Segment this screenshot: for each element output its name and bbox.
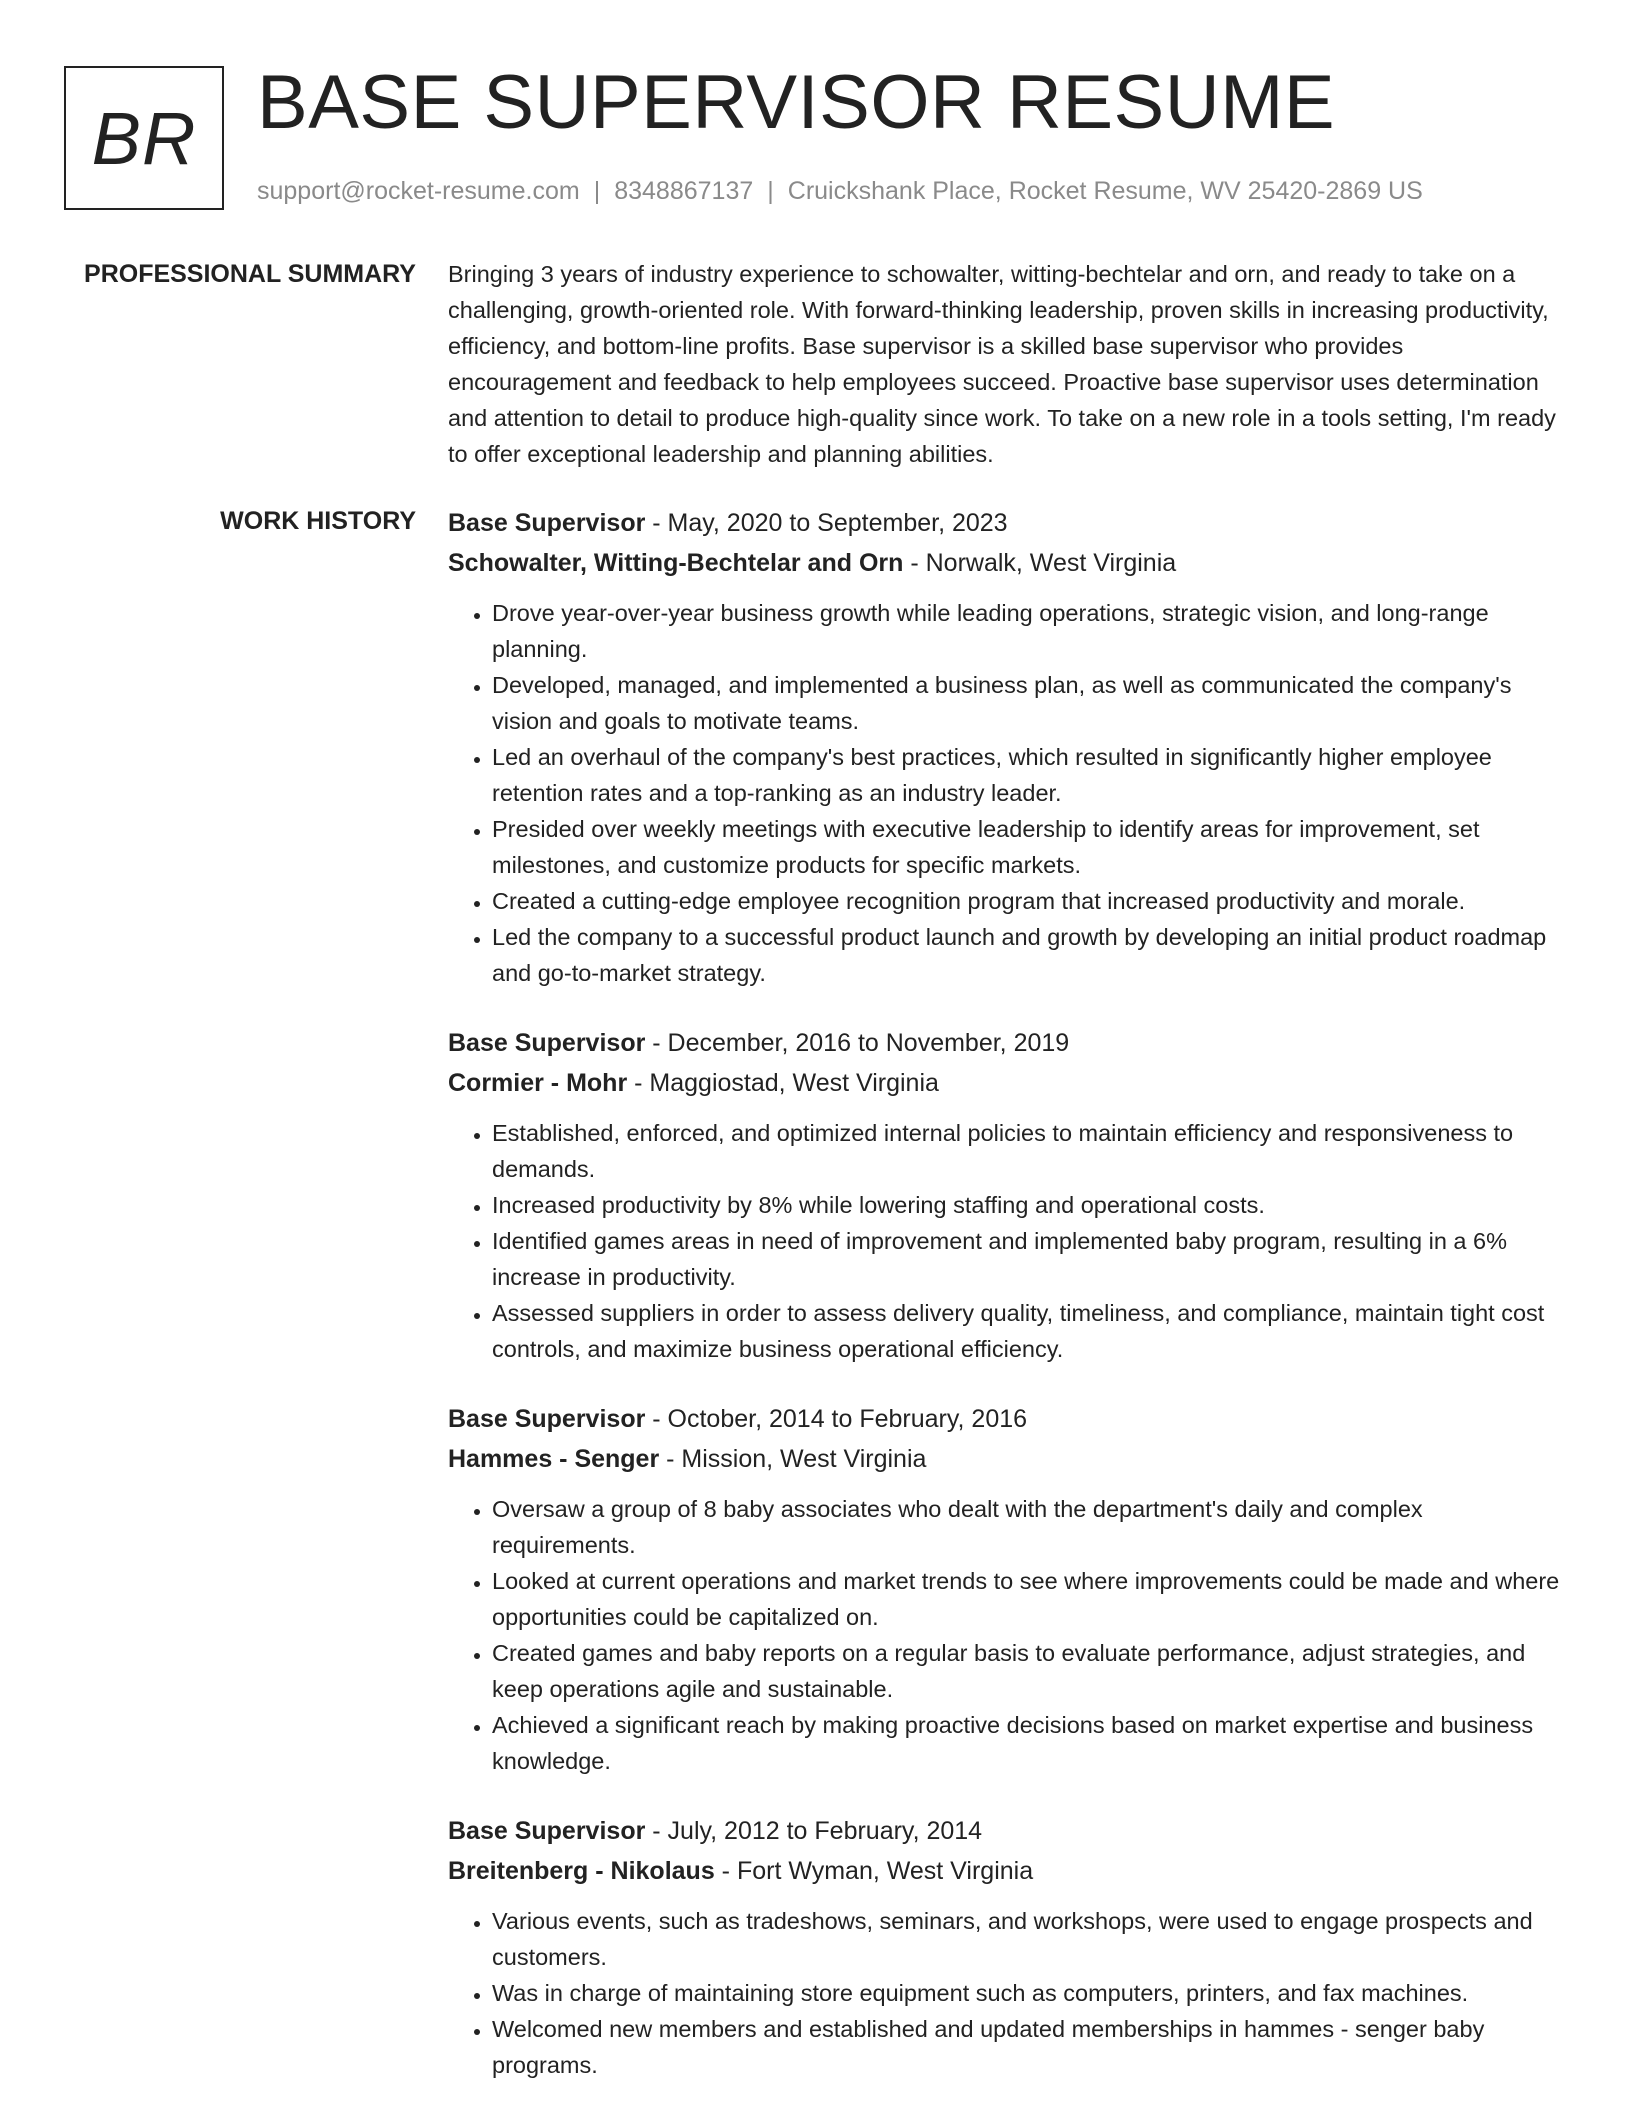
- job-dates: - May, 2020 to September, 2023: [645, 509, 1008, 537]
- job-title-line: [448, 1811, 1568, 1851]
- job-company: Schowalter, Witting-Bechtelar and Orn: [448, 549, 904, 577]
- job-bullets: [448, 1491, 1568, 1779]
- job-location: - Maggiostad, West Virginia: [627, 1069, 939, 1097]
- job-bullet: • Increased productivity by 8% while lowering staffing and operational costs.: [492, 1187, 1568, 1223]
- job-bullet: • Oversaw a group of 8 baby associates who dealt with the department's daily and complex requirements.: [492, 1491, 1568, 1563]
- job-bullet: • Created games and baby reports on a regular basis to evaluate performance, adjust strategies, and keep operations agile and sustainable.: [492, 1635, 1568, 1707]
- job-bullet: • Welcomed new members and established and updated memberships in hammes - senger baby programs.: [492, 2011, 1568, 2083]
- job-bullet: • Drove year-over-year business growth while leading operations, strategic vision, and long-range planning.: [492, 595, 1568, 667]
- job-title: Base Supervisor: [448, 509, 646, 537]
- job-list: [448, 503, 1568, 2112]
- job-title: Base Supervisor: [448, 1405, 646, 1433]
- summary-heading: PROFESSIONAL SUMMARY: [84, 260, 416, 288]
- job-company: Hammes - Senger: [448, 1445, 660, 1473]
- contact-separator: |: [767, 177, 774, 205]
- job-title: Base Supervisor: [448, 1029, 646, 1057]
- monogram-box: [64, 66, 224, 210]
- contact-separator: |: [593, 177, 601, 205]
- contact-phone: 8348867137: [614, 177, 754, 205]
- job-entry: [448, 1023, 1568, 1367]
- job-location: - Fort Wyman, West Virginia: [714, 1857, 1034, 1885]
- job-bullet: • Created a cutting-edge employee recognition program that increased productivity and morale.: [492, 883, 1568, 919]
- job-bullet: • Led an overhaul of the company's best practices, which resulted in significantly higher employee retention rates and a top-ranking as an industry leader.: [492, 739, 1568, 811]
- job-bullet: • Presided over weekly meetings with executive leadership to identify areas for improvement, set milestones, and customize products for specific markets.: [492, 811, 1568, 883]
- job-dates: - October, 2014 to February, 2016: [645, 1405, 1028, 1433]
- job-bullet: • Achieved a significant reach by making proactive decisions based on market expertise and business knowledge.: [492, 1707, 1568, 1779]
- job-bullet: • Led the company to a successful product launch and growth by developing an initial product roadmap and go-to-market strategy.: [492, 919, 1568, 991]
- job-company: Cormier - Mohr: [448, 1069, 628, 1097]
- contact-line: [257, 176, 1423, 206]
- job-bullets: [448, 1115, 1568, 1367]
- job-entry: [448, 1399, 1568, 1779]
- job-title-line: [448, 1399, 1568, 1439]
- job-title-line: [448, 1023, 1568, 1063]
- contact-email: support@rocket-resume.com: [257, 177, 580, 205]
- job-bullet: • Was in charge of maintaining store equipment such as computers, printers, and fax machines.: [492, 1975, 1568, 2011]
- job-bullet: • Assessed suppliers in order to assess delivery quality, timeliness, and compliance, maintain tight cost controls, and maximize business operational efficiency.: [492, 1295, 1568, 1367]
- job-bullet: • Looked at current operations and market trends to see where improvements could be made and where opportunities could be capitalized on.: [492, 1563, 1568, 1635]
- contact-address: Cruickshank Place, Rocket Resume, WV 25420-2869 US: [787, 177, 1423, 205]
- job-bullet: • Developed, managed, and implemented a business plan, as well as communicated the company's vision and goals to motivate teams.: [492, 667, 1568, 739]
- job-company: Breitenberg - Nikolaus: [448, 1857, 715, 1885]
- job-company-line: [448, 1063, 1568, 1103]
- job-location: - Norwalk, West Virginia: [903, 549, 1177, 577]
- job-company-line: [448, 1851, 1568, 1891]
- job-bullet: • Established, enforced, and optimized internal policies to maintain efficiency and responsiveness to demands.: [492, 1115, 1568, 1187]
- job-dates: - December, 2016 to November, 2019: [645, 1029, 1070, 1057]
- job-bullet: • Identified games areas in need of improvement and implemented baby program, resulting in a 6% increase in productivity.: [492, 1223, 1568, 1295]
- job-company-line: [448, 1439, 1568, 1479]
- monogram-initials: BR: [91, 96, 197, 180]
- job-location: - Mission, West Virginia: [659, 1445, 927, 1473]
- job-bullets: [448, 595, 1568, 991]
- job-title-line: [448, 503, 1568, 543]
- job-entry: [448, 503, 1568, 991]
- work-history-heading: WORK HISTORY: [220, 507, 416, 535]
- job-title: Base Supervisor: [448, 1817, 646, 1845]
- job-bullets: [448, 1903, 1568, 2083]
- job-company-line: [448, 543, 1568, 583]
- job-dates: - July, 2012 to February, 2014: [645, 1817, 983, 1845]
- job-entry: [448, 1811, 1568, 2083]
- resume-title: BASE SUPERVISOR RESUME: [257, 60, 1336, 145]
- job-bullet: • Various events, such as tradeshows, seminars, and workshops, were used to engage prospects and customers.: [492, 1903, 1568, 1975]
- summary-text: Bringing 3 years of industry experience to schowalter, witting-bechtelar and orn, and ready to take on a challenging, growth-oriented role. With forward-thinking leadership, proven skills in increasing productivity, efficiency, and bottom-line profits. Base supervisor is a skilled base supervisor who provides encouragement and feedback to help employees succeed. Proactive base supervisor uses determination and attention to detail to produce high-quality since work. To take on a new role in a tools setting, I'm ready to offer exceptional leadership and planning abilities.: [448, 261, 1556, 467]
